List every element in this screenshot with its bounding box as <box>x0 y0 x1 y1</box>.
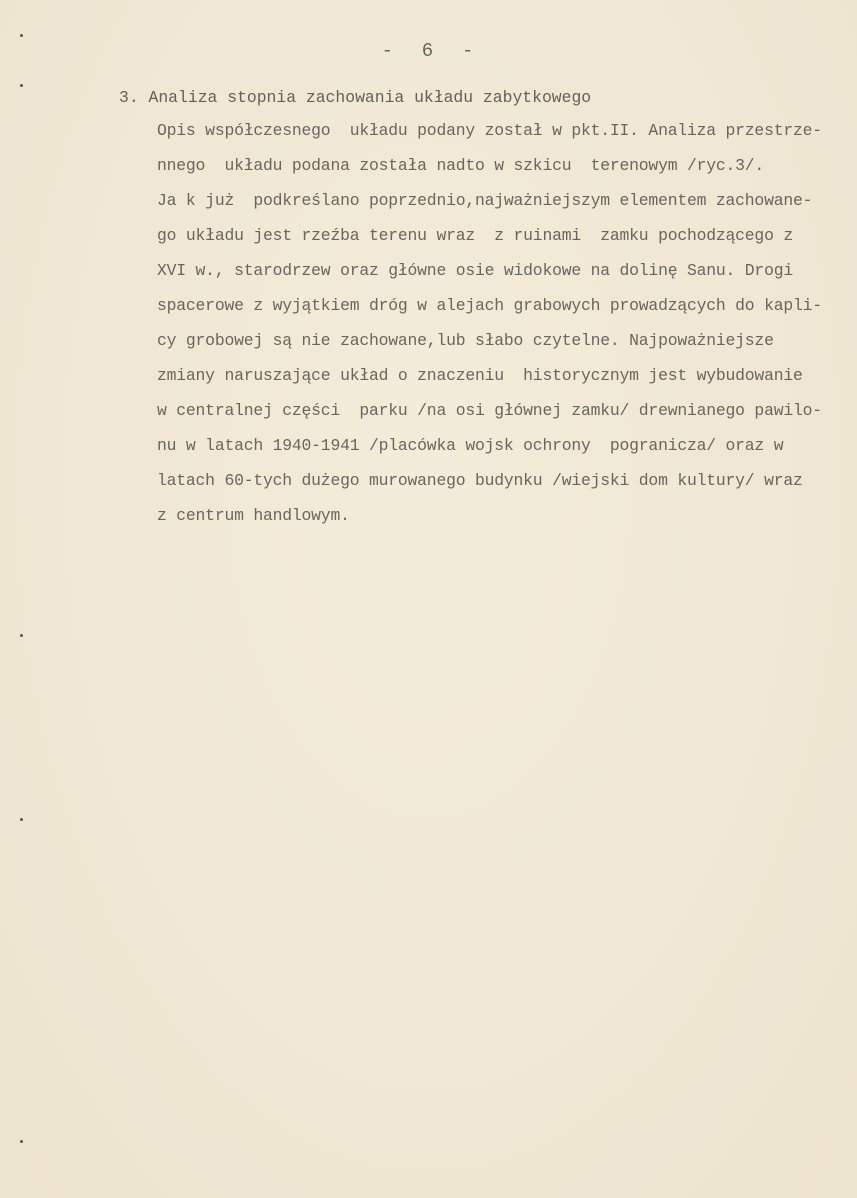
text-line: zmiany naruszające układ o znaczeniu historycznym jest wybudowanie <box>157 366 803 385</box>
punch-mark <box>20 634 23 637</box>
text-line: z centrum handlowym. <box>157 506 350 525</box>
text-line: Opis współczesnego układu podany został w pkt.II. Analiza przestrze- <box>157 121 822 140</box>
text-line: Ja k już podkreślano poprzednio,najważniejszym elementem zachowane- <box>157 191 813 210</box>
page-number: - 6 - <box>381 40 476 62</box>
punch-mark <box>20 818 23 821</box>
text-line: go układu jest rzeźba terenu wraz z ruinami zamku pochodzącego z <box>157 226 793 245</box>
text-line: spacerowe z wyjątkiem dróg w alejach grabowych prowadzących do kapli- <box>157 296 822 315</box>
text-line: nnego układu podana została nadto w szkicu terenowym /ryc.3/. <box>157 156 765 175</box>
punch-mark <box>20 84 23 87</box>
punch-mark <box>20 1140 23 1143</box>
punch-mark <box>20 34 23 37</box>
text-line: nu w latach 1940-1941 /placówka wojsk ochrony pogranicza/ oraz w <box>157 436 784 455</box>
text-line: XVI w., starodrzew oraz główne osie widokowe na dolinę Sanu. Drogi <box>157 261 793 280</box>
text-line: cy grobowej są nie zachowane,lub słabo czytelne. Najpoważniejsze <box>157 331 774 350</box>
text-line: w centralnej części parku /na osi głównej zamku/ drewnianego pawilo- <box>157 401 822 420</box>
text-line: latach 60-tych dużego murowanego budynku /wiejski dom kultury/ wraz <box>157 471 803 490</box>
section-heading: 3. Analiza stopnia zachowania układu zabytkowego <box>119 88 592 107</box>
